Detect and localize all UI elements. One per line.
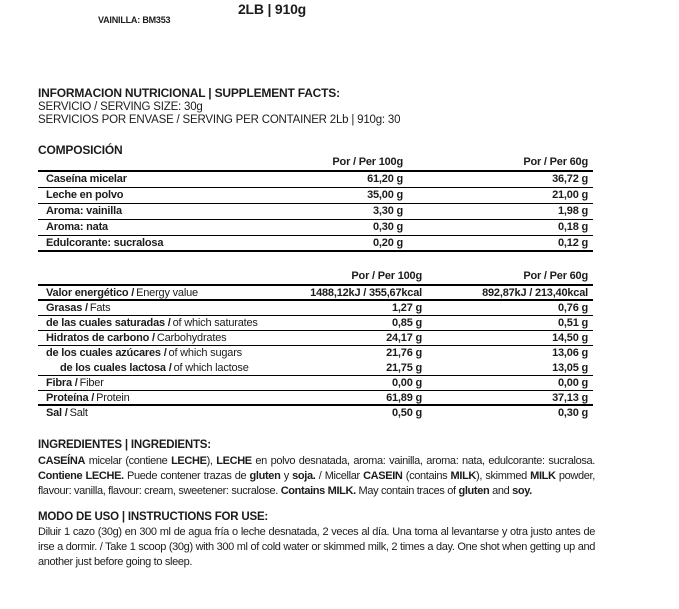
nutrition-row: Proteína / Protein 61,89 g 37,13 g [38, 391, 593, 406]
ingredients-title: INGREDIENTES | INGREDIENTS: [38, 439, 211, 451]
product-size-text: 2LB | 910g [237, 1, 307, 17]
column-header-per-60g: Por / Per 60g [523, 156, 588, 168]
nutrition-row: de los cuales azúcares / of which sugars 21,76 g 13,06 g [46, 347, 588, 359]
composition-row: Aroma: vainilla 3,30 g 1,98 g [38, 204, 593, 220]
composition-row: Edulcorante: sucralosa 0,20 g 0,12 g [38, 236, 593, 252]
composition-table-body [38, 172, 593, 252]
servings-per-container-line: SERVICIOS POR ENVASE / SERVING PER CONTAINER 2Lb | 910g: 30 [38, 114, 401, 126]
nutrition-row: de los cuales lactosa / of which lactose 21,75 g 13,05 g [38, 361, 593, 376]
composition-row: Aroma: nata 0,30 g 0,18 g [38, 220, 593, 236]
column-header-per-100g: Por / Per 100g [351, 270, 422, 282]
supplement-facts-title: INFORMACION NUTRICIONAL | SUPPLEMENT FACTS: [38, 86, 340, 100]
nutrition-row: de las cuales saturadas / of which saturates 0,85 g 0,51 g [38, 316, 593, 331]
nutrition-row: Fibra / Fiber 0,00 g 0,00 g [38, 376, 593, 391]
flavor-code-text: VAINILLA: BM353 [98, 15, 171, 25]
composition-table [38, 156, 593, 252]
instructions-text: Diluir 1 cazo (30g) en 300 ml de agua fría o leche desnatada, 2 veces al día. Una toma al levantarse y otra justo antes de irse a dormir. / Take 1 scoop (30g) with 300 ml of cold water or skimmed milk, 2 times a day. One shot when getting up and another just before going to sleep. [38, 526, 595, 568]
nutrition-table-body [38, 286, 593, 421]
serving-size-line: SERVICIO / SERVING SIZE: 30g [38, 101, 203, 113]
nutrition-table [38, 270, 593, 421]
column-header-per-100g: Por / Per 100g [332, 156, 403, 168]
nutrition-row: Hidratos de carbono / Carbohydrates 24,17 g 14,50 g [38, 331, 593, 346]
nutrition-row: Valor energético / Energy value 1488,12kJ / 355,67kcal 892,87kJ / 213,40kcal [38, 286, 593, 301]
composition-title: COMPOSICIÓN [38, 143, 123, 157]
nutrition-row: Grasas / Fats 1,27 g 0,76 g [38, 301, 593, 316]
nutrition-table-header [38, 270, 593, 286]
ingredients-text: CASEÍNA micelar (contiene LECHE), LECHE en polvo desnatada, aroma: vainilla, aroma: nata, edulcorante: sucralosa. Contiene LECHE. Puede contener trazas de gluten y soja. / Micellar CASEIN (contains MILK), skimmed MILK powder, flavour: vanilla, flavour: cream, sweetener: sucralose. Contains MILK. May contain traces of gluten and soy. [38, 455, 595, 497]
composition-table-header [38, 156, 593, 172]
composition-row: Caseína micelar 61,20 g 36,72 g [38, 172, 593, 188]
composition-row: Leche en polvo 35,00 g 21,00 g [38, 188, 593, 204]
column-header-per-60g: Por / Per 60g [523, 270, 588, 282]
nutrition-row: Sal / Salt 0,50 g 0,30 g [46, 407, 588, 419]
instructions-title: MODO DE USO | INSTRUCTIONS FOR USE: [38, 511, 269, 523]
